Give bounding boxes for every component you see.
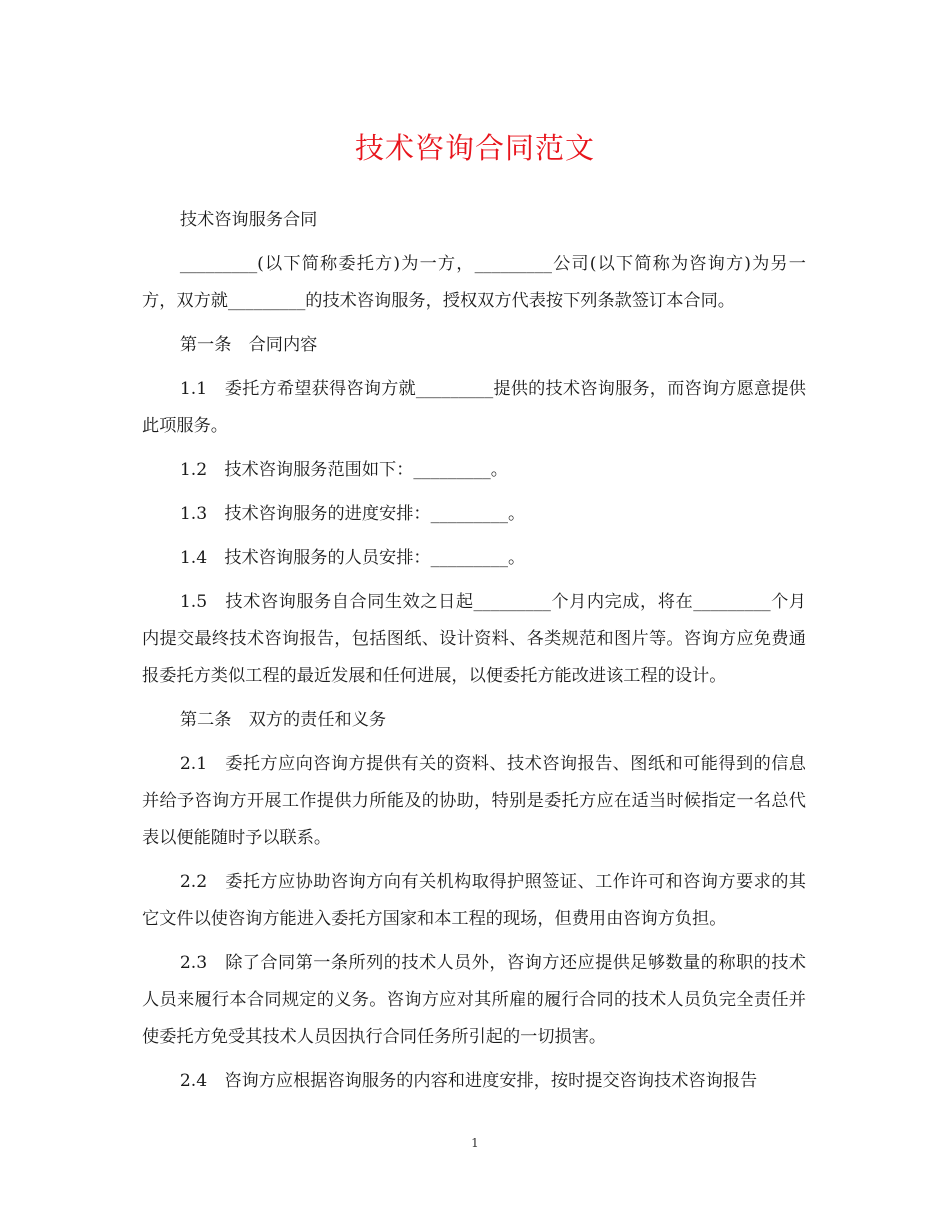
clause-1-4: 1.4 技术咨询服务的人员安排：_________。 <box>179 548 526 568</box>
clause-2-2: 2.2 委托方应协助咨询方向有关机构取得护照签证、工作许可和咨询方要求的其它文件以使咨询方能进入委托方国家和本工程的现场，但费用由咨询方负担。 <box>142 872 806 929</box>
clause-1-5: 1.5 技术咨询服务自合同生效之日起_________个月内完成，将在_________个月内提交最终技术咨询报告，包括图纸、设计资料、各类规范和图片等。咨询方应免费通报委托方类似工程的最近发展和任何进展，以便委托方能改进该工程的设计。 <box>142 592 806 686</box>
clause-2-1: 2.1 委托方应向咨询方提供有关的资料、技术咨询报告、图纸和可能得到的信息并给予咨询方开展工作提供力所能及的协助，特别是委托方应在适当时候指定一名总代表以便能随时予以联系。 <box>142 754 806 848</box>
clause-2-3: 2.3 除了合同第一条所列的技术人员外，咨询方还应提供足够数量的称职的技术人员来履行本合同规定的义务。咨询方应对其所雇的履行合同的技术人员负完全责任并使委托方免受其技术人员因执行合同任务所引起的一切损害。 <box>142 953 806 1047</box>
document-body <box>142 202 806 1107</box>
page-number: 1 <box>471 1136 479 1150</box>
article-2-heading: 第二条 双方的责任和义务 <box>179 710 387 730</box>
article-1-heading: 第一条 合同内容 <box>179 335 318 355</box>
document-title: 技术咨询合同范文 <box>354 131 595 165</box>
clause-1-2: 1.2 技术咨询服务范围如下：_________。 <box>179 460 508 480</box>
parties-paragraph: _________(以下简称委托方)为一方，_________公司(以下简称为咨询方)为另一方，双方就_________的技术咨询服务，授权双方代表按下列条款签订本合同。 <box>142 254 806 311</box>
contract-heading: 技术咨询服务合同 <box>179 210 318 230</box>
clause-2-4: 2.4 咨询方应根据咨询服务的内容和进度安排，按时提交咨询技术咨询报告 <box>179 1071 758 1091</box>
clause-1-3: 1.3 技术咨询服务的进度安排：_________。 <box>179 504 526 524</box>
clause-1-1: 1.1 委托方希望获得咨询方就_________提供的技术咨询服务，而咨询方愿意提供此项服务。 <box>142 379 806 436</box>
